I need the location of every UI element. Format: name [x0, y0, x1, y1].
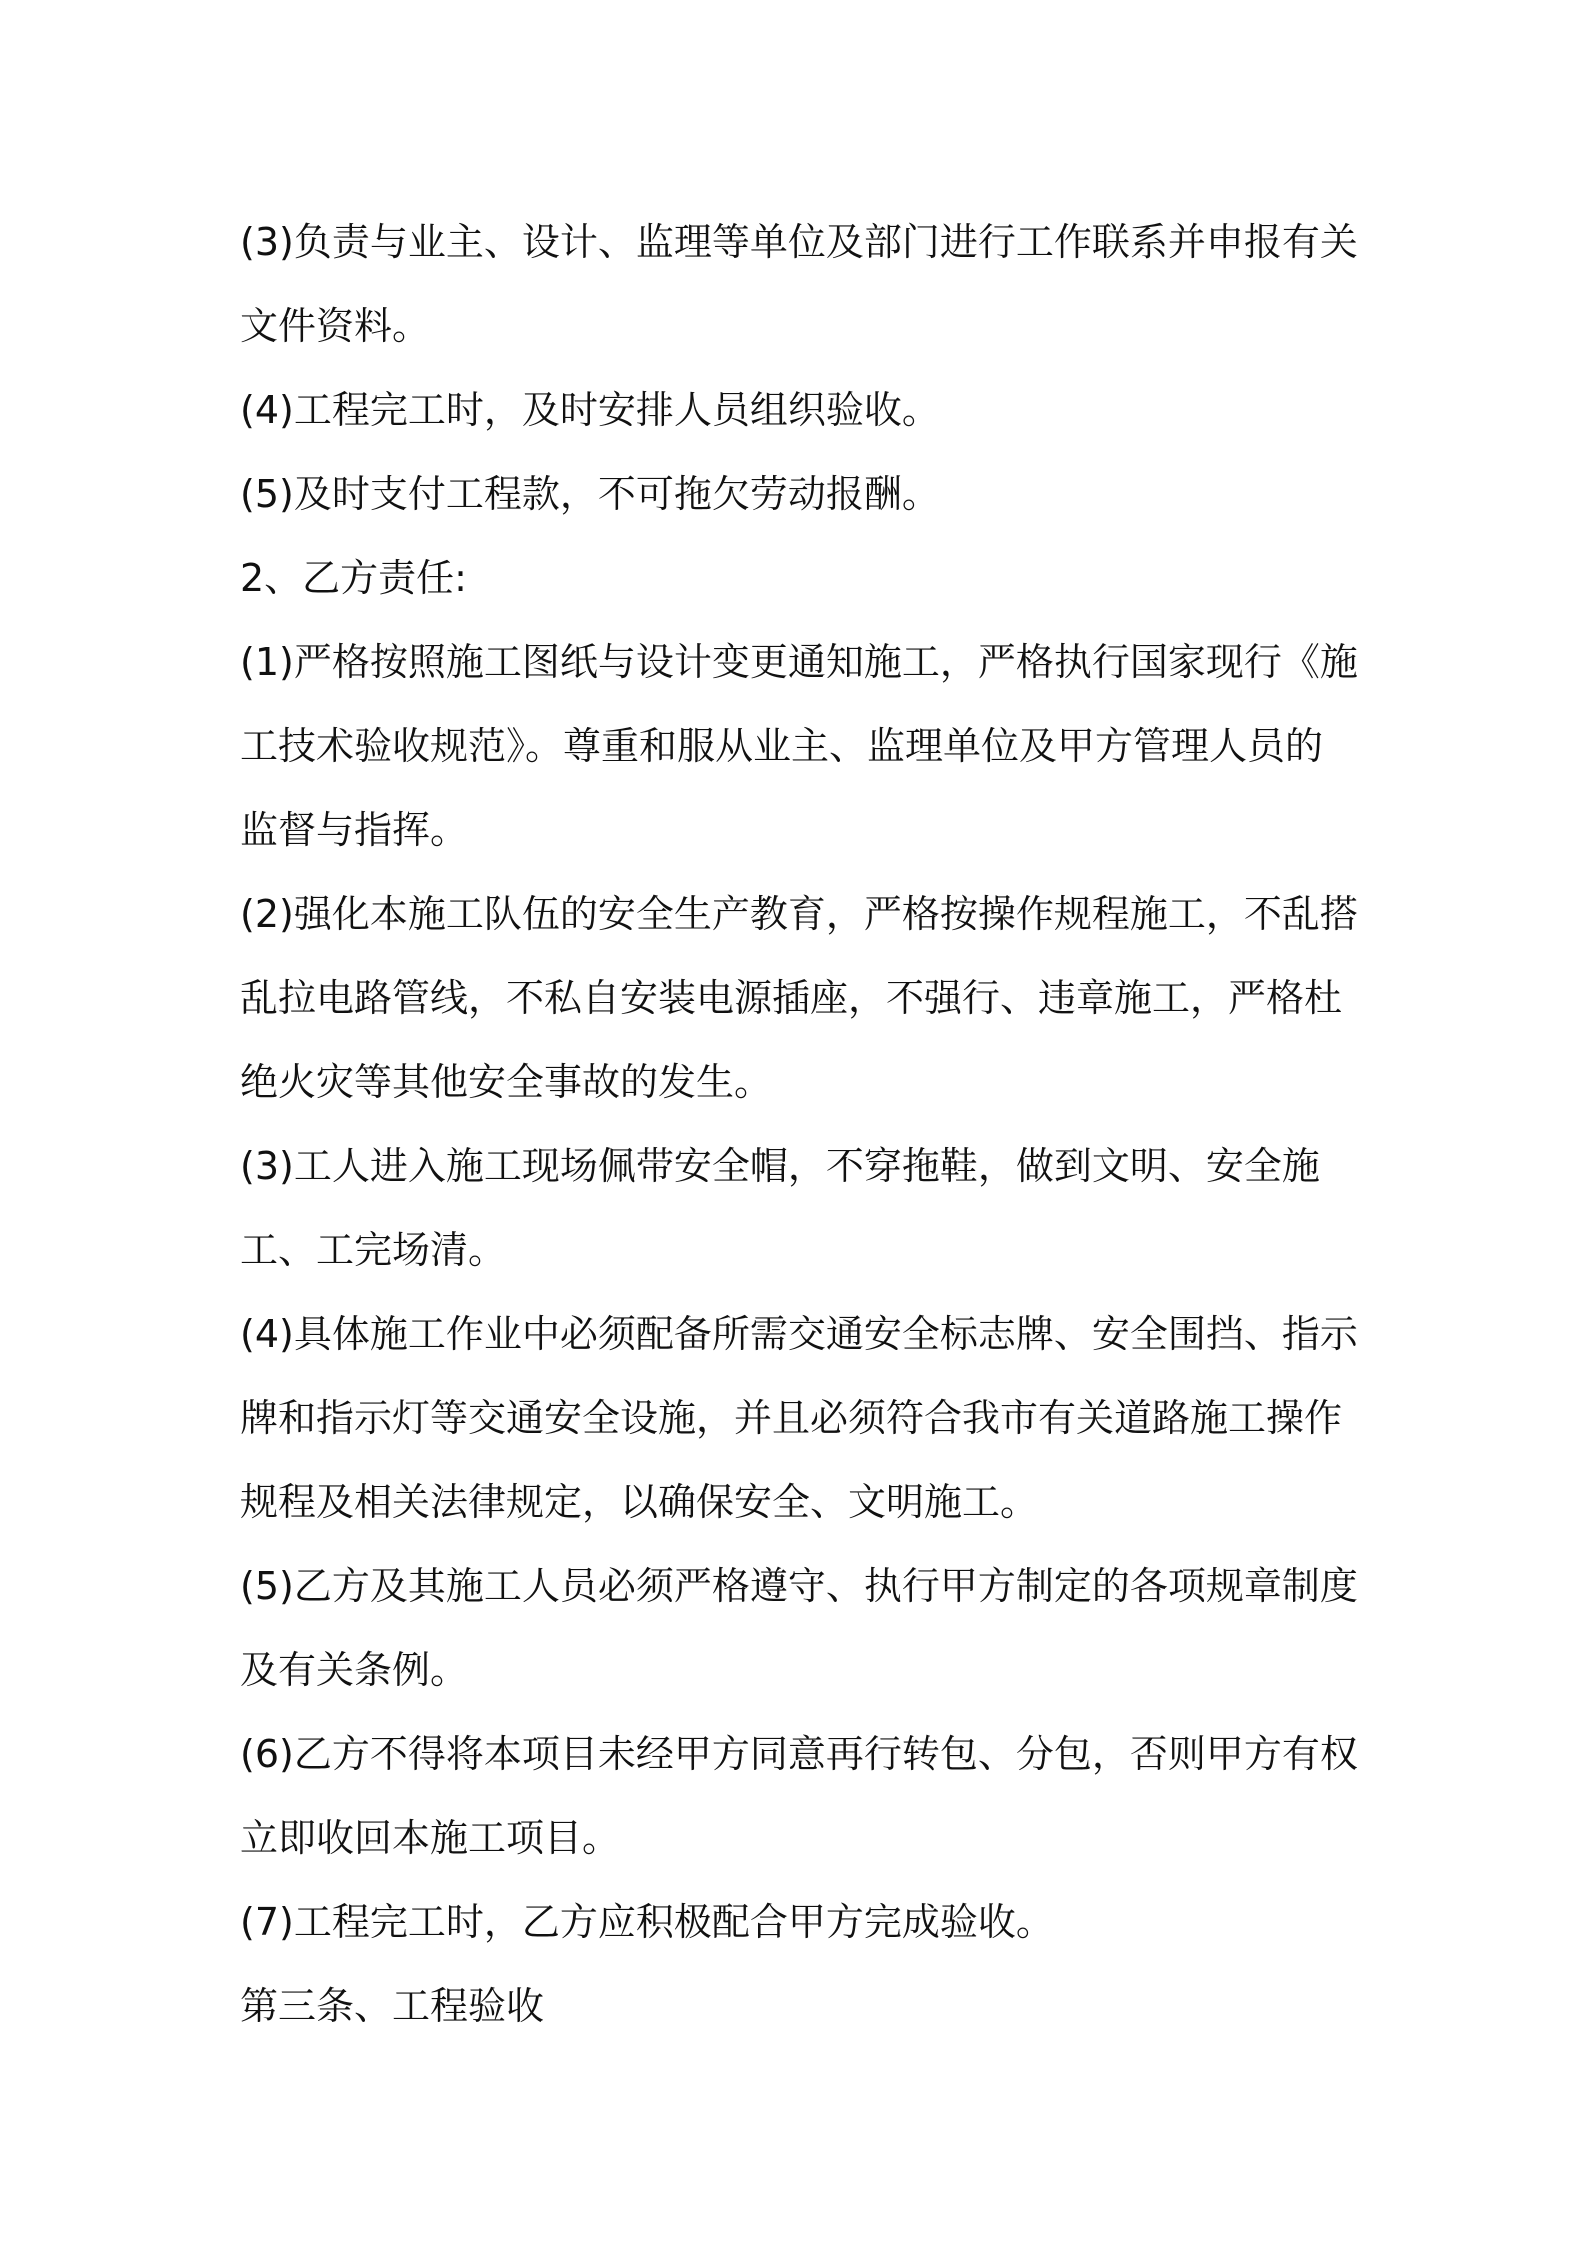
paragraph-party-a-5: (5)及时支付工程款，不可拖欠劳动报酬。: [240, 472, 940, 516]
paragraph-party-b-1: (1)严格按照施工图纸与设计变更通知施工，严格执行国家现行《施工技术验收规范》。尊重和服从业主、监理单位及甲方管理人员的监督与指挥。: [240, 640, 1358, 852]
paragraph-party-a-4: (4)工程完工时，及时安排人员组织验收。: [240, 388, 940, 432]
article-heading-acceptance: 第三条、工程验收: [240, 1984, 545, 2028]
paragraph-party-a-3: (3)负责与业主、设计、监理等单位及部门进行工作联系并申报有关文件资料。: [240, 220, 1358, 348]
paragraph-party-b-7: (7)工程完工时，乙方应积极配合甲方完成验收。: [240, 1900, 1054, 1944]
paragraph-party-b-4: (4)具体施工作业中必须配备所需交通安全标志牌、安全围挡、指示牌和指示灯等交通安全设施，并且必须符合我市有关道路施工操作规程及相关法律规定，以确保安全、文明施工。: [240, 1312, 1358, 1524]
paragraph-party-b-2: (2)强化本施工队伍的安全生产教育，严格按操作规程施工，不乱搭乱拉电路管线，不私自安装电源插座，不强行、违章施工，严格杜绝火灾等其他安全事故的发生。: [240, 892, 1358, 1104]
paragraph-party-b-5: (5)乙方及其施工人员必须严格遵守、执行甲方制定的各项规章制度及有关条例。: [240, 1564, 1358, 1692]
section-heading-party-b: 2、乙方责任:: [240, 556, 467, 600]
document-body: [240, 200, 1360, 2048]
paragraph-party-b-6: (6)乙方不得将本项目未经甲方同意再行转包、分包，否则甲方有权立即收回本施工项目。: [240, 1732, 1358, 1860]
paragraph-party-b-3: (3)工人进入施工现场佩带安全帽，不穿拖鞋，做到文明、安全施工、工完场清。: [240, 1144, 1320, 1272]
